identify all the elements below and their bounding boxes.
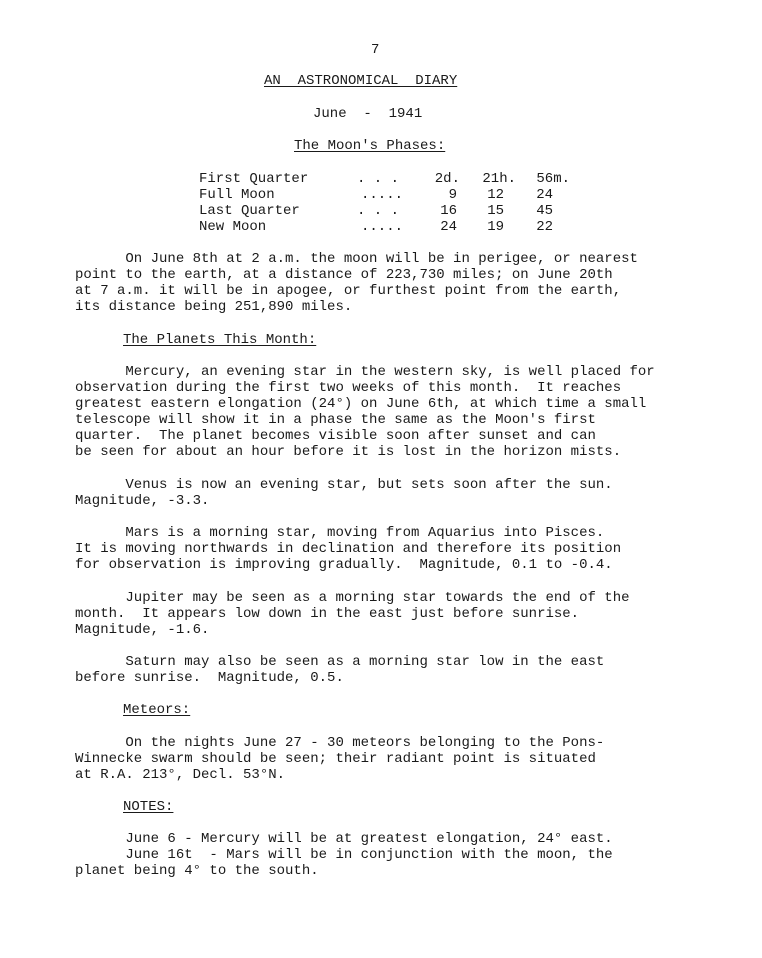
- meteors-heading: Meteors:: [123, 702, 191, 718]
- phase-day: 2d.: [434, 171, 460, 187]
- text-line: On June 8th at 2 a.m. the moon will be in perigee, or nearest: [75, 251, 638, 267]
- phase-minute: 56m.: [536, 171, 570, 187]
- phase-day: 9: [448, 187, 457, 203]
- phase-leader: .....: [361, 187, 404, 203]
- phase-leader: .....: [361, 219, 404, 235]
- document-title: AN ASTRONOMICAL DIARY: [264, 73, 458, 89]
- text-line: observation during the first two weeks of this month. It reaches: [75, 380, 622, 396]
- text-line: Saturn may also be seen as a morning star low in the east: [75, 654, 605, 670]
- text-line: Magnitude, -3.3.: [75, 493, 210, 509]
- note-line: planet being 4° to the south.: [75, 863, 319, 879]
- text-line: Jupiter may be seen as a morning star towards the end of the: [75, 590, 630, 606]
- text-line: On the nights June 27 - 30 meteors belonging to the Pons-: [75, 735, 605, 751]
- phase-name: Last Quarter: [199, 203, 300, 219]
- text-line: at 7 a.m. it will be in apogee, or furthest point from the earth,: [75, 283, 622, 299]
- page-number: 7: [371, 42, 380, 58]
- text-line: for observation is improving gradually. Magnitude, 0.1 to -0.4.: [75, 557, 613, 573]
- text-line: It is moving northwards in declination and therefore its position: [75, 541, 622, 557]
- phase-hour: 21h.: [482, 171, 516, 187]
- phase-leader: . . .: [357, 203, 400, 219]
- text-line: Magnitude, -1.6.: [75, 622, 210, 638]
- note-line: June 6 - Mercury will be at greatest elongation, 24° east.: [75, 831, 613, 847]
- text-line: greatest eastern elongation (24°) on June 6th, at which time a small: [75, 396, 647, 412]
- phase-leader: . . .: [357, 171, 400, 187]
- date-line: June - 1941: [313, 106, 423, 122]
- phase-hour: 12: [487, 187, 504, 203]
- text-line: be seen for about an hour before it is lost in the horizon mists.: [75, 444, 622, 460]
- phase-minute: 24: [536, 187, 553, 203]
- text-line: month. It appears low down in the east just before sunrise.: [75, 606, 580, 622]
- phase-name: New Moon: [199, 219, 267, 235]
- phase-day: 24: [440, 219, 457, 235]
- text-line: quarter. The planet becomes visible soon after sunset and can: [75, 428, 596, 444]
- text-line: Mars is a morning star, moving from Aquarius into Pisces.: [75, 525, 605, 541]
- moon-phases-heading: The Moon's Phases:: [294, 138, 446, 154]
- planets-heading: The Planets This Month:: [123, 332, 317, 348]
- text-line: Winnecke swarm should be seen; their radiant point is situated: [75, 751, 596, 767]
- phase-hour: 15: [487, 203, 504, 219]
- text-line: its distance being 251,890 miles.: [75, 299, 353, 315]
- phase-minute: 22: [536, 219, 553, 235]
- phase-minute: 45: [536, 203, 553, 219]
- text-line: before sunrise. Magnitude, 0.5.: [75, 670, 344, 686]
- text-line: Mercury, an evening star in the western sky, is well placed for: [75, 364, 655, 380]
- phase-day: 16: [440, 203, 457, 219]
- notes-heading: NOTES:: [123, 799, 174, 815]
- text-line: at R.A. 213°, Decl. 53°N.: [75, 767, 286, 783]
- text-line: telescope will show it in a phase the same as the Moon's first: [75, 412, 596, 428]
- text-line: Venus is now an evening star, but sets soon after the sun.: [75, 477, 613, 493]
- phase-hour: 19: [487, 219, 504, 235]
- note-line: June 16t - Mars will be in conjunction with the moon, the: [75, 847, 613, 863]
- text-line: point to the earth, at a distance of 223,730 miles; on June 20th: [75, 267, 613, 283]
- phase-name: Full Moon: [199, 187, 275, 203]
- phase-name: First Quarter: [199, 171, 309, 187]
